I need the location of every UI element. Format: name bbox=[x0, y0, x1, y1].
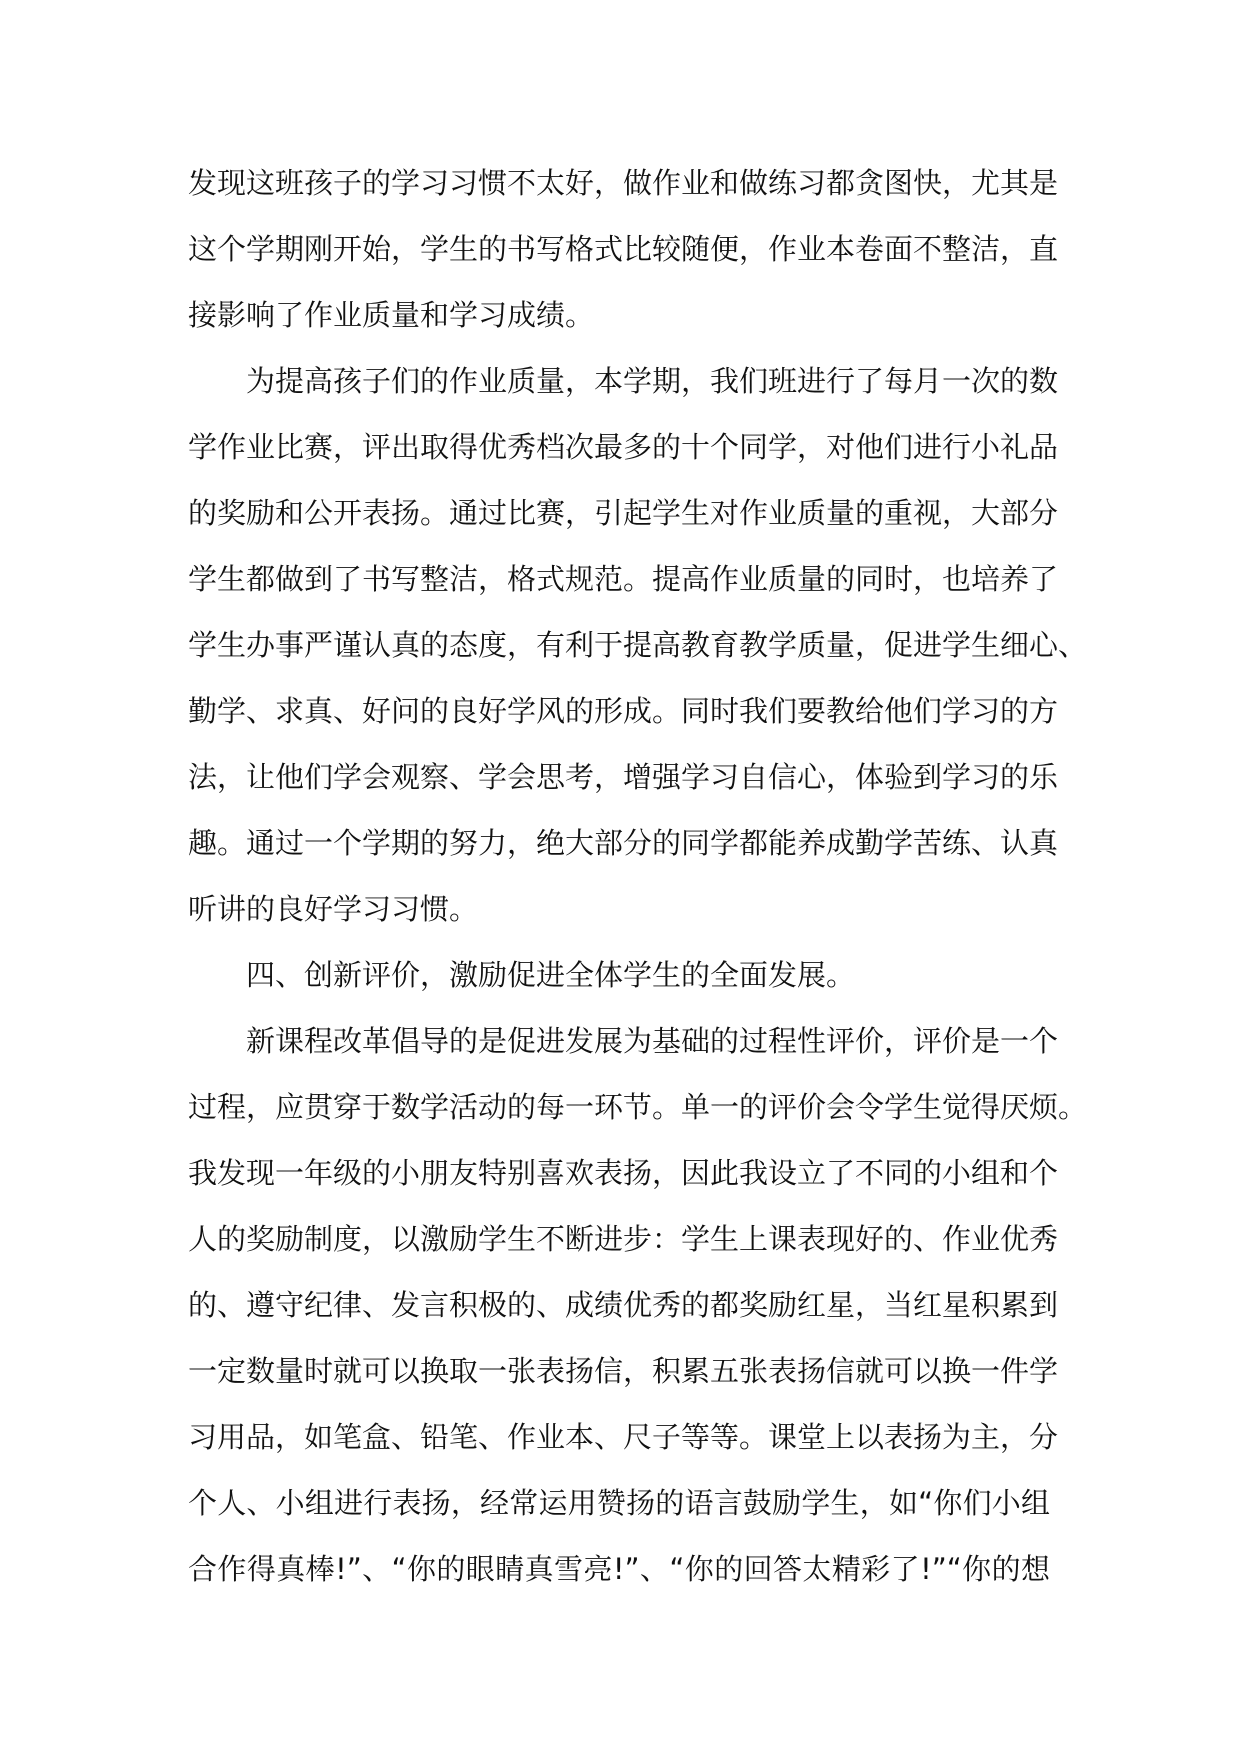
text-line: 我发现一年级的小朋友特别喜欢表扬，因此我设立了不同的小组和个 bbox=[188, 1156, 1059, 1190]
text-line: 新课程改革倡导的是促进发展为基础的过程性评价，评价是一个 bbox=[188, 1024, 1059, 1058]
text-line: 的奖励和公开表扬。通过比赛，引起学生对作业质量的重视，大部分 bbox=[188, 496, 1059, 530]
section-heading: 四、创新评价，激励促进全体学生的全面发展。 bbox=[188, 958, 856, 992]
text-line: 学生都做到了书写整洁，格式规范。提高作业质量的同时，也培养了 bbox=[188, 562, 1059, 596]
text-line: 习用品，如笔盒、铅笔、作业本、尺子等等。课堂上以表扬为主，分 bbox=[188, 1420, 1059, 1454]
text-line: 个人、小组进行表扬，经常运用赞扬的语言鼓励学生，如“你们小组 bbox=[188, 1486, 1050, 1520]
text-line: 过程，应贯穿于数学活动的每一环节。单一的评价会令学生觉得厌烦。 bbox=[188, 1090, 1088, 1124]
text-line: 人的奖励制度，以激励学生不断进步：学生上课表现好的、作业优秀 bbox=[188, 1222, 1059, 1256]
paragraph-homework-habits bbox=[188, 150, 1059, 348]
text-line: 学生办事严谨认真的态度，有利于提高教育教学质量，促进学生细心、 bbox=[188, 628, 1088, 662]
section-heading-evaluation bbox=[188, 942, 1050, 1008]
text-line: 接影响了作业质量和学习成绩。 bbox=[188, 298, 595, 332]
text-line: 发现这班孩子的学习习惯不太好，做作业和做练习都贪图快，尤其是 bbox=[188, 166, 1059, 200]
text-line: 听讲的良好学习习惯。 bbox=[188, 892, 479, 926]
text-line: 为提高孩子们的作业质量，本学期，我们班进行了每月一次的数 bbox=[188, 364, 1059, 398]
paragraph-homework-contest bbox=[188, 348, 1088, 942]
text-line: 合作得真棒!”、“你的眼睛真雪亮!”、“你的回答太精彩了!”“你的想 bbox=[188, 1552, 1050, 1586]
text-line: 趣。通过一个学期的努力，绝大部分的同学都能养成勤学苦练、认真 bbox=[188, 826, 1059, 860]
text-line: 一定数量时就可以换取一张表扬信，积累五张表扬信就可以换一件学 bbox=[188, 1354, 1059, 1388]
text-line: 法，让他们学会观察、学会思考，增强学习自信心，体验到学习的乐 bbox=[188, 760, 1059, 794]
text-line: 这个学期刚开始，学生的书写格式比较随便，作业本卷面不整洁，直 bbox=[188, 232, 1059, 266]
document-body bbox=[188, 150, 1088, 1602]
text-line: 学作业比赛，评出取得优秀档次最多的十个同学，对他们进行小礼品 bbox=[188, 430, 1059, 464]
text-line: 勤学、求真、好问的良好学风的形成。同时我们要教给他们学习的方 bbox=[188, 694, 1059, 728]
paragraph-evaluation bbox=[188, 1008, 1088, 1602]
text-line: 的、遵守纪律、发言积极的、成绩优秀的都奖励红星，当红星积累到 bbox=[188, 1288, 1059, 1322]
